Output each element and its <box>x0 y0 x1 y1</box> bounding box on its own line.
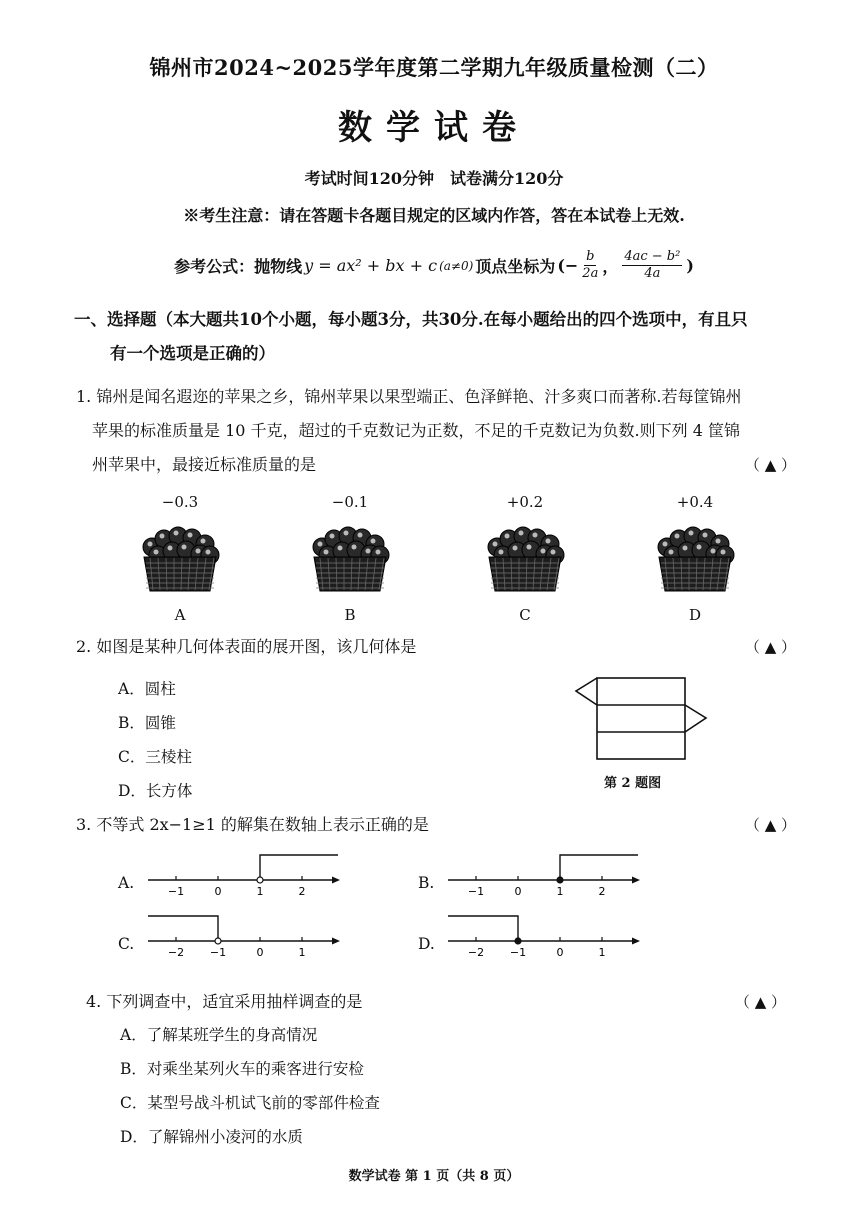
apple-basket-icon <box>138 525 222 597</box>
q3-answer-mark: （ ▲ ） <box>744 816 796 834</box>
q4-option-d[interactable]: D．了解锦州小凌河的水质 <box>120 1128 303 1146</box>
question-3 <box>76 808 796 842</box>
svg-text:1: 1 <box>556 885 564 898</box>
section-heading <box>74 303 804 371</box>
q4-options <box>120 1018 380 1154</box>
vertex-x-den: 2a <box>582 266 599 281</box>
paren-close: ) <box>686 256 694 275</box>
svg-text:0: 0 <box>256 946 264 959</box>
q2-stem: 2. 如图是某种几何体表面的展开图，该几何体是 <box>76 637 417 656</box>
q1-line3: 州苹果中，最接近标准质量的是 <box>92 455 317 474</box>
svg-text:1: 1 <box>256 885 264 898</box>
svg-text:2: 2 <box>598 885 606 898</box>
net-triangle-left <box>576 678 597 705</box>
basket-label-d: D <box>688 606 702 624</box>
q2-option-b[interactable]: B．圆锥 <box>118 714 176 732</box>
q4-option-c[interactable]: C．某型号战斗机试飞前的零部件检查 <box>120 1094 380 1112</box>
exam-title: 锦州市2024~2025学年度第二学期九年级质量检测（二） <box>149 55 719 80</box>
svg-text:0: 0 <box>556 946 564 959</box>
question-1 <box>76 380 796 482</box>
svg-text:−1: −1 <box>509 946 527 959</box>
q2-figure-caption: 第 2 题图 <box>604 776 662 791</box>
q2-option-a[interactable]: A．圆柱 <box>118 680 176 698</box>
vertex-x-num: b <box>586 249 595 264</box>
q2-option-c[interactable]: C．三棱柱 <box>118 748 192 766</box>
section-heading-line2: 有一个选项是正确的） <box>110 344 275 363</box>
candidate-notice: ※考生注意：请在答题卡各题目规定的区域内作答，答在本试卷上无效. <box>183 206 685 225</box>
net-rectangles <box>597 678 685 759</box>
basket-value-a: −0.3 <box>161 493 199 511</box>
q1-answer-mark: （ ▲ ） <box>744 456 796 474</box>
paren-open: (− <box>557 256 579 275</box>
basket-value-d: +0.4 <box>676 493 714 511</box>
svg-text:−2: −2 <box>467 946 485 959</box>
q3-option-d[interactable]: D. <box>418 935 435 953</box>
number-line <box>446 854 646 898</box>
apple-basket-icon <box>308 525 392 597</box>
net-triangle-right <box>685 705 706 732</box>
basket-label-b: B <box>344 606 356 624</box>
exam-meta: 考试时间120分钟 试卷满分120分 <box>304 169 564 188</box>
question-2 <box>76 630 796 664</box>
q2-option-d[interactable]: D．长方体 <box>118 782 193 800</box>
svg-text:−1: −1 <box>209 946 227 959</box>
vertex-x-fraction <box>582 249 598 282</box>
section-heading-line1: 一、选择题（本大题共10个小题，每小题3分，共30分.在每小题给出的四个选项中，有且只 <box>74 310 748 329</box>
q4-answer-mark: （ ▲ ） <box>734 993 786 1011</box>
number-line <box>146 915 346 959</box>
svg-text:1: 1 <box>598 946 606 959</box>
q2-answer-mark: （ ▲ ） <box>744 638 796 656</box>
q2-options <box>118 672 192 808</box>
q2-net-figure <box>570 672 720 772</box>
vertex-y-den: 4a <box>644 266 661 281</box>
basket-value-c: +0.2 <box>506 493 544 511</box>
page-footer: 数学试卷 第 1 页（共 8 页） <box>348 1169 520 1184</box>
formula-mid: 顶点坐标为 <box>475 257 556 276</box>
apple-basket-icon <box>653 525 737 597</box>
number-line <box>146 854 346 898</box>
svg-text:0: 0 <box>214 885 222 898</box>
svg-text:−2: −2 <box>167 946 185 959</box>
q1-line1: 1. 锦州是闻名遐迩的苹果之乡，锦州苹果以果型端正、色泽鲜艳、汁多爽口而著称.若每筐锦州 <box>76 387 742 406</box>
q3-option-a[interactable]: A. <box>118 874 135 892</box>
svg-text:−1: −1 <box>467 885 485 898</box>
q4-option-a[interactable]: A．了解某班学生的身高情况 <box>120 1026 318 1044</box>
vertex-y-num: 4ac − b² <box>624 249 681 264</box>
vertex-y-fraction <box>622 249 682 282</box>
q3-stem: 3. 不等式 2x−1≥1 的解集在数轴上表示正确的是 <box>76 815 429 834</box>
paper-title: 数学试卷 <box>338 108 530 148</box>
parabola-expression: y = ax² + bx + c <box>304 256 438 275</box>
svg-text:−1: −1 <box>167 885 185 898</box>
q1-line2: 苹果的标准质量是 10 千克，超过的千克数记为正数，不足的千克数记为负数.则下列 4 筐锦 <box>92 421 740 440</box>
basket-value-b: −0.1 <box>331 493 369 511</box>
formula-condition: (a≠0) <box>439 258 474 273</box>
q4-option-b[interactable]: B．对乘坐某列火车的乘客进行安检 <box>120 1060 364 1078</box>
svg-text:0: 0 <box>514 885 522 898</box>
comma: ， <box>602 257 619 276</box>
q3-option-c[interactable]: C. <box>118 935 135 953</box>
q3-option-b[interactable]: B. <box>418 874 435 892</box>
formula-prefix: 参考公式：抛物线 <box>174 257 303 276</box>
reference-formula <box>0 249 868 282</box>
q4-stem: 4. 下列调查中，适宜采用抽样调查的是 <box>86 992 363 1011</box>
svg-text:2: 2 <box>298 885 306 898</box>
svg-text:1: 1 <box>298 946 306 959</box>
basket-label-c: C <box>519 606 531 624</box>
number-line <box>446 915 646 959</box>
basket-label-a: A <box>174 606 186 624</box>
question-4 <box>86 985 786 1019</box>
apple-basket-icon <box>483 525 567 597</box>
